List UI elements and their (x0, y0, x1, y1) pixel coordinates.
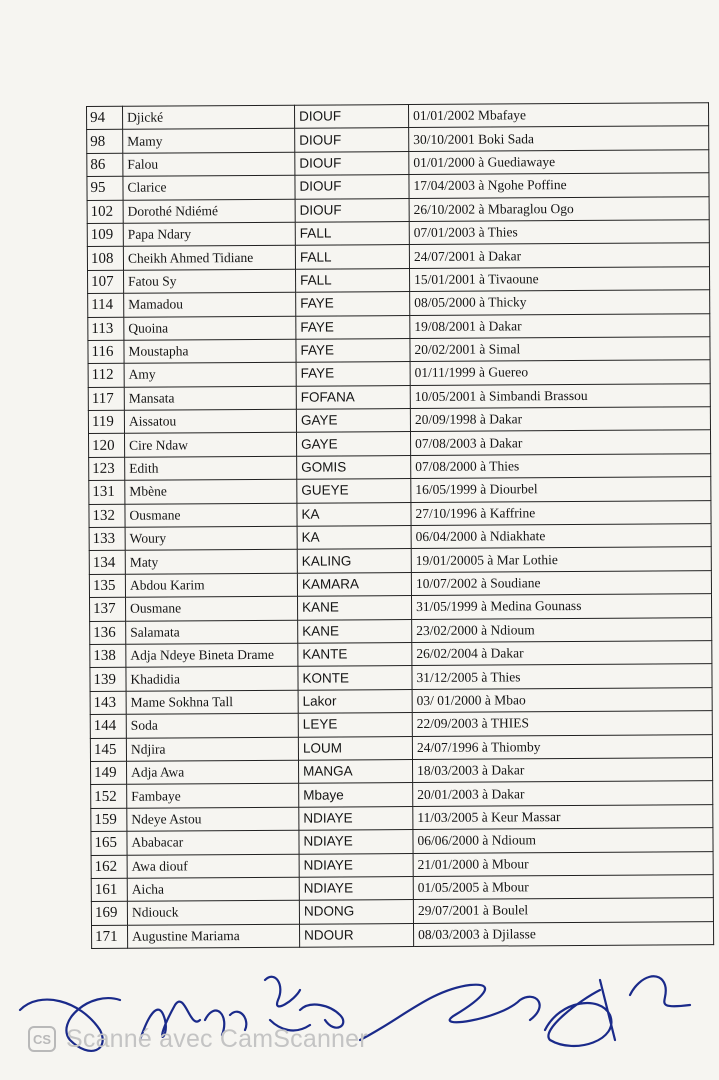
last-name-cell: DIOUF (295, 128, 409, 152)
birth-info-cell: 26/02/2004 à Dakar (412, 641, 712, 666)
row-number-cell: 169 (91, 902, 127, 926)
row-number-cell: 107 (88, 270, 124, 294)
last-name-cell: NDIAYE (299, 806, 413, 830)
birth-info-cell: 22/09/2003 à THIES (412, 711, 712, 736)
row-number-cell: 102 (87, 200, 123, 224)
last-name-cell: NDONG (299, 900, 413, 924)
last-name-cell: FALL (295, 268, 409, 292)
last-name-cell: GAYE (296, 409, 410, 433)
birth-info-cell: 19/08/2001 à Dakar (410, 313, 710, 338)
last-name-cell: KA (297, 526, 411, 550)
row-number-cell: 108 (87, 247, 123, 271)
birth-info-cell: 07/01/2003 à Thies (409, 220, 709, 245)
row-number-cell: 152 (91, 785, 127, 809)
birth-info-cell: 01/05/2005 à Mbour (413, 875, 713, 900)
first-name-cell: Mbène (125, 479, 297, 503)
last-name-cell: FALL (295, 221, 409, 245)
first-name-cell: Aicha (127, 877, 299, 901)
first-name-cell: Salamata (126, 620, 298, 644)
first-name-cell: Ndiouck (127, 900, 299, 924)
row-number-cell: 139 (90, 668, 126, 692)
last-name-cell: LOUM (298, 736, 412, 760)
last-name-cell: FAYE (296, 338, 410, 362)
row-number-cell: 171 (92, 925, 128, 949)
last-name-cell: FAYE (296, 292, 410, 316)
last-name-cell: FAYE (296, 315, 410, 339)
first-name-cell: Awa diouf (127, 854, 299, 878)
row-number-cell: 144 (90, 714, 126, 738)
row-number-cell: 134 (89, 551, 125, 575)
first-name-cell: Papa Ndary (123, 222, 295, 246)
last-name-cell: KANTE (298, 643, 412, 667)
first-name-cell: Adja Awa (127, 760, 299, 784)
birth-info-cell: 01/01/2002 Mbafaye (408, 103, 708, 128)
birth-info-cell: 06/06/2000 à Ndioum (413, 828, 713, 853)
birth-info-cell: 20/02/2001 à Simal (410, 337, 710, 362)
last-name-cell: KALING (297, 549, 411, 573)
last-name-cell: DIOUF (295, 175, 409, 199)
birth-info-cell: 01/01/2000 à Guediawaye (409, 149, 709, 174)
row-number-cell: 116 (88, 340, 124, 364)
birth-info-cell: 08/03/2003 à Djilasse (413, 921, 713, 946)
first-name-cell: Fambaye (127, 784, 299, 808)
first-name-cell: Mamy (123, 129, 295, 153)
first-name-cell: Cheikh Ahmed Tidiane (123, 246, 295, 270)
student-list-table (86, 102, 714, 949)
birth-info-cell: 10/07/2002 à Soudiane (411, 571, 711, 596)
last-name-cell: DIOUF (295, 198, 409, 222)
row-number-cell: 143 (90, 691, 126, 715)
table-row (92, 921, 714, 948)
last-name-cell: KANE (297, 596, 411, 620)
first-name-cell: Moustapha (124, 339, 296, 363)
birth-info-cell: 26/10/2002 à Mbaraglou Ogo (409, 196, 709, 221)
last-name-cell: GAYE (296, 432, 410, 456)
row-number-cell: 95 (87, 176, 123, 200)
first-name-cell: Quoina (124, 316, 296, 340)
row-number-cell: 120 (89, 434, 125, 458)
birth-info-cell: 24/07/2001 à Dakar (409, 243, 709, 268)
last-name-cell: LEYE (298, 713, 412, 737)
last-name-cell: MANGA (298, 759, 412, 783)
birth-info-cell: 17/04/2003 à Ngohe Poffine (409, 173, 709, 198)
birth-info-cell: 29/07/2001 à Boulel (413, 898, 713, 923)
first-name-cell: Ousmane (126, 596, 298, 620)
last-name-cell: KONTE (298, 666, 412, 690)
last-name-cell: NDIAYE (299, 853, 413, 877)
row-number-cell: 86 (87, 153, 123, 177)
birth-info-cell: 31/12/2005 à Thies (412, 664, 712, 689)
first-name-cell: Cire Ndaw (125, 433, 297, 457)
birth-info-cell: 31/05/1999 à Medina Gounass (411, 594, 711, 619)
first-name-cell: Dorothé Ndiémé (123, 199, 295, 223)
signature-6 (360, 985, 540, 1040)
first-name-cell: Ababacar (127, 830, 299, 854)
birth-info-cell: 23/02/2000 à Ndioum (412, 617, 712, 642)
first-name-cell: Falou (123, 152, 295, 176)
last-name-cell: KANE (298, 619, 412, 643)
last-name-cell: NDIAYE (299, 876, 413, 900)
watermark-text: Scanné avec CamScanner (66, 1024, 368, 1053)
row-number-cell: 159 (91, 808, 127, 832)
first-name-cell: Ousmane (125, 503, 297, 527)
birth-info-cell: 27/10/1996 à Kaffrine (411, 500, 711, 525)
last-name-cell: Mbaye (299, 783, 413, 807)
row-number-cell: 136 (90, 621, 126, 645)
signature-4 (265, 977, 310, 1031)
student-list-table-wrapper (86, 102, 713, 949)
first-name-cell: Amy (124, 363, 296, 387)
row-number-cell: 138 (90, 644, 126, 668)
first-name-cell: Khadidia (126, 667, 298, 691)
birth-info-cell: 06/04/2000 à Ndiakhate (411, 524, 711, 549)
birth-info-cell: 08/05/2000 à Thicky (410, 290, 710, 315)
first-name-cell: Abdou Karim (125, 573, 297, 597)
row-number-cell: 161 (91, 878, 127, 902)
first-name-cell: Mansata (124, 386, 296, 410)
row-number-cell: 113 (88, 317, 124, 341)
row-number-cell: 133 (89, 527, 125, 551)
first-name-cell: Djické (123, 105, 295, 129)
last-name-cell: GOMIS (297, 455, 411, 479)
first-name-cell: Adja Ndeye Bineta Drame (126, 643, 298, 667)
last-name-cell: GUEYE (297, 479, 411, 503)
birth-info-cell: 15/01/2001 à Tivaoune (409, 266, 709, 291)
birth-info-cell: 24/07/1996 à Thiomby (412, 734, 712, 759)
signature-7 (545, 980, 615, 1046)
birth-info-cell: 03/ 01/2000 à Mbao (412, 687, 712, 712)
last-name-cell: NDOUR (300, 923, 414, 947)
table-body (87, 103, 714, 949)
row-number-cell: 145 (90, 738, 126, 762)
birth-info-cell: 16/05/1999 à Diourbel (411, 477, 711, 502)
row-number-cell: 162 (91, 855, 127, 879)
birth-info-cell: 07/08/2000 à Thies (411, 454, 711, 479)
row-number-cell: 109 (87, 223, 123, 247)
row-number-cell: 119 (88, 410, 124, 434)
birth-info-cell: 30/10/2001 Boki Sada (409, 126, 709, 151)
birth-info-cell: 07/08/2003 à Dakar (410, 430, 710, 455)
row-number-cell: 165 (91, 831, 127, 855)
birth-info-cell: 21/01/2000 à Mbour (413, 851, 713, 876)
row-number-cell: 114 (88, 293, 124, 317)
row-number-cell: 117 (88, 387, 124, 411)
last-name-cell: FAYE (296, 362, 410, 386)
first-name-cell: Ndeye Astou (127, 807, 299, 831)
signature-8 (630, 976, 690, 1006)
first-name-cell: Edith (125, 456, 297, 480)
first-name-cell: Soda (126, 713, 298, 737)
last-name-cell: DIOUF (294, 105, 408, 129)
last-name-cell: KAMARA (297, 572, 411, 596)
birth-info-cell: 20/09/1998 à Dakar (410, 407, 710, 432)
last-name-cell: FALL (295, 245, 409, 269)
row-number-cell: 123 (89, 457, 125, 481)
row-number-cell: 135 (89, 574, 125, 598)
first-name-cell: Aissatou (124, 409, 296, 433)
row-number-cell: 149 (91, 761, 127, 785)
row-number-cell: 94 (87, 106, 123, 130)
birth-info-cell: 11/03/2005 à Keur Massar (413, 804, 713, 829)
last-name-cell: FOFANA (296, 385, 410, 409)
first-name-cell: Woury (125, 526, 297, 550)
first-name-cell: Fatou Sy (124, 269, 296, 293)
birth-info-cell: 01/11/1999 à Guereo (410, 360, 710, 385)
first-name-cell: Mamadou (124, 292, 296, 316)
first-name-cell: Maty (125, 550, 297, 574)
birth-info-cell: 19/01/20005 à Mar Lothie (411, 547, 711, 572)
first-name-cell: Clarice (123, 175, 295, 199)
row-number-cell: 98 (87, 130, 123, 154)
birth-info-cell: 10/05/2001 à Simbandi Brassou (410, 383, 710, 408)
row-number-cell: 131 (89, 481, 125, 505)
birth-info-cell: 20/01/2003 à Dakar (413, 781, 713, 806)
birth-info-cell: 18/03/2003 à Dakar (412, 758, 712, 783)
last-name-cell: Lakor (298, 689, 412, 713)
last-name-cell: NDIAYE (299, 830, 413, 854)
row-number-cell: 112 (88, 364, 124, 388)
first-name-cell: Augustine Mariama (128, 924, 300, 948)
first-name-cell: Mame Sokhna Tall (126, 690, 298, 714)
camscanner-logo-icon: CS (28, 1026, 56, 1052)
last-name-cell: KA (297, 502, 411, 526)
last-name-cell: DIOUF (295, 151, 409, 175)
camscanner-watermark (28, 1024, 368, 1054)
row-number-cell: 132 (89, 504, 125, 528)
first-name-cell: Ndjira (126, 737, 298, 761)
row-number-cell: 137 (90, 597, 126, 621)
